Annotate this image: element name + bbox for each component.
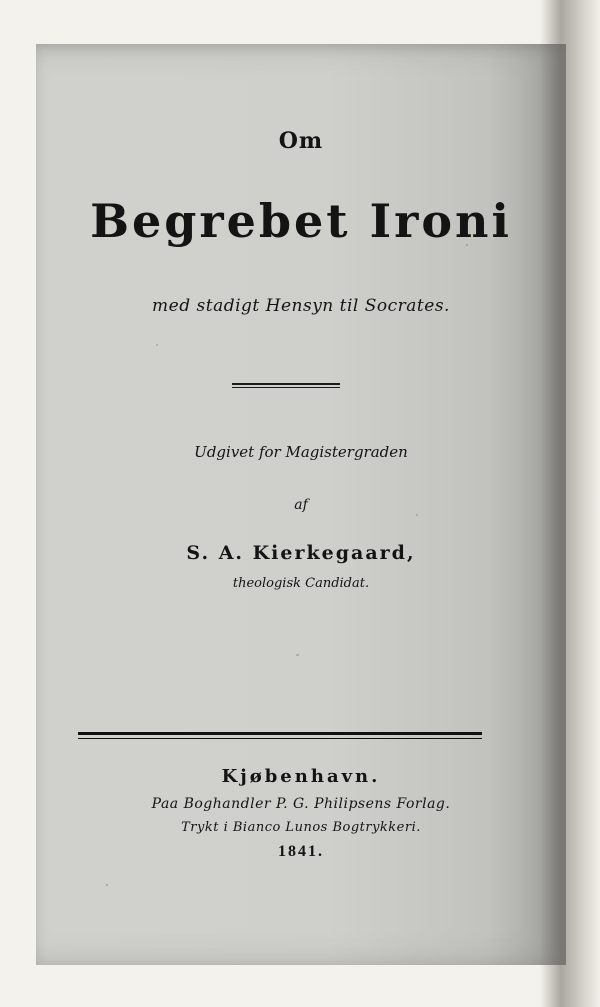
publication-city: Kjøbenhavn. [221,766,381,787]
paper-speck [296,654,299,656]
book-title: Begrebet Ironi [90,194,512,248]
short-divider [232,383,340,388]
book-spine-shadow [540,0,600,1007]
title-prefix: Om [278,128,324,154]
author-title: theologisk Candidat. [232,576,370,591]
book-subtitle: med stadigt Hensyn til Socrates. [152,296,450,316]
title-page [36,44,566,965]
degree-statement: Udgivet for Magistergraden [194,443,408,461]
publication-year: 1841. [278,843,324,860]
printer-line: Trykt i Bianco Lunos Bogtrykkeri. [181,820,421,835]
paper-speck [106,884,108,886]
paper-speck [416,514,418,516]
paper-speck [466,244,468,246]
by-word: af [294,497,308,513]
author-name: S. A. Kierkegaard, [186,542,416,564]
paper-speck [156,344,158,346]
long-divider [78,732,482,739]
publisher-line: Paa Boghandler P. G. Philipsens Forlag. [151,796,451,812]
